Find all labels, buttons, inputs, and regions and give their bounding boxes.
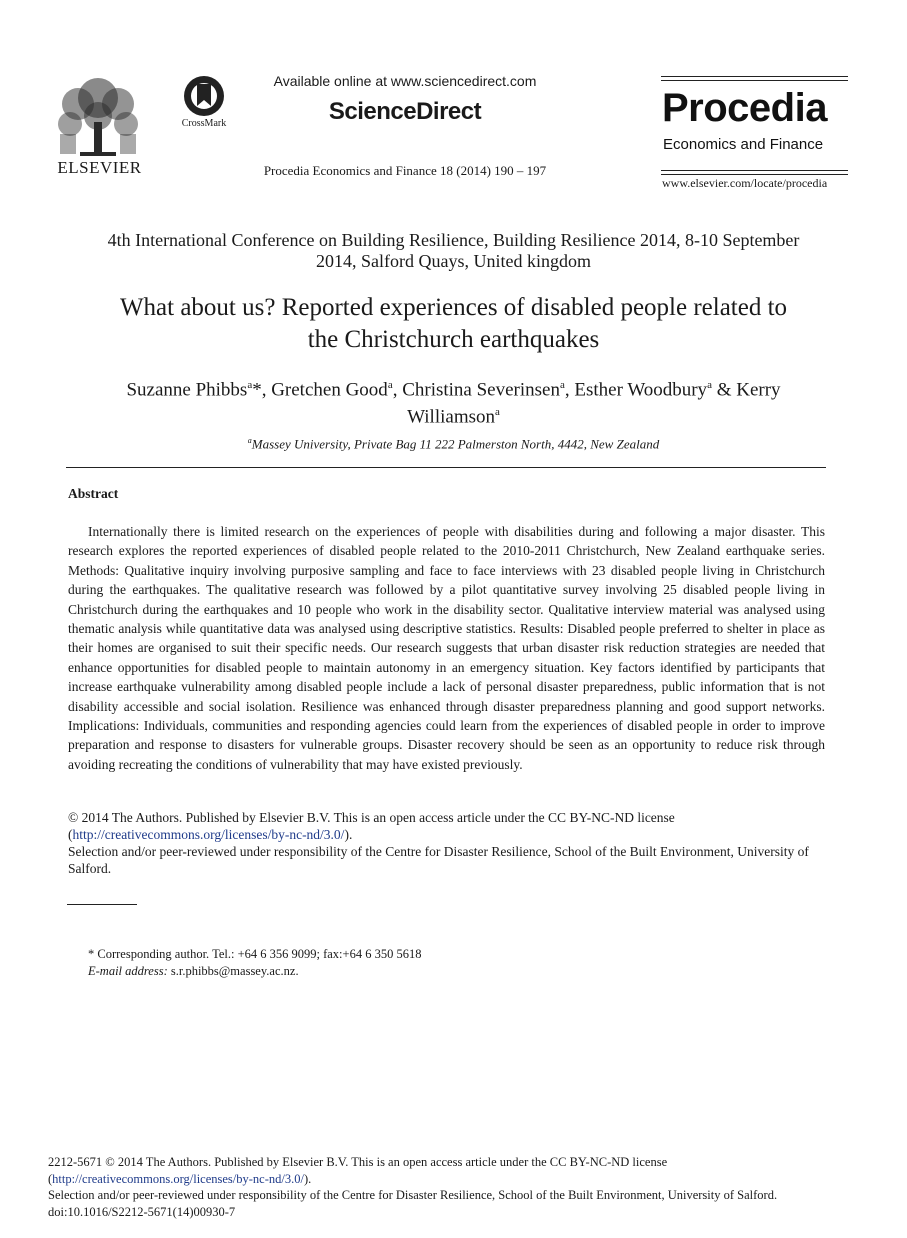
email-link[interactable]: s.r.phibbs@massey.ac.nz. (170, 964, 299, 978)
license-paren: ( (68, 827, 73, 842)
corresponding-author-footnote (88, 946, 421, 980)
abstract-heading: Abstract (68, 486, 119, 501)
abstract-body: Internationally there is limited research on the experiences of people with disabilities during and following a major disaster. This research explores the reported experiences of disabled people related to the 2010-2011 Christchurch, New Zealand earthquake series. Methods: Qualitative inquiry involving purposive sampling and face to face interviews with 23 disabled people living in Christchurch during the earthquakes. The qualitative research was followed by a pilot quantitative survey involving 25 disabled people living in Christchurch during the earthquakes and 10 people who work in the disability sector. Qualitative interview material was analysed using thematic analysis while quantitative data was analysed using descriptive statistics. Results: Disabled people preferred to shelter in place as their homes are organised to suit their specific needs. Our research suggests that urban disaster risk reduction strategies are needed that enhance opportunities for disabled people to maintain autonomy in an emergency situation. Key factors identified by participants that increase earthquake vulnerability among disabled people include a lack of personal disaster preparedness, public information that is not disability accessible and social isolation. Resilience was enhanced through disaster preparedness planning and good support networks. Implications: Individuals, communities and responding agencies could learn from the experiences of disabled people in order to improve preparation and response to disasters for vulnerable groups. Disaster recovery should be seen as an opportunity to reduce risk through avoiding recreating the conditions of vulnerability that may have existed previously. (68, 524, 825, 772)
author-name: Esther Woodbury (574, 379, 708, 401)
conference-line: 2014, Salford Quays, United kingdom (316, 251, 591, 271)
affiliation (60, 436, 847, 452)
title-line: the Christchurch earthquakes (307, 326, 600, 353)
footnote-divider (67, 904, 137, 905)
procedia-subtitle: Economics and Finance (663, 136, 824, 153)
crossmark-label: CrossMark (181, 118, 227, 129)
author-name: Christina Severinsen (402, 379, 560, 401)
footer-peer-review: Selection and/or peer-reviewed under responsibility of the Centre for Disaster Resilience, School of the Built Environment, University of Salford. (48, 1188, 778, 1203)
footer-license-link[interactable]: http://creativecommons.org/licenses/by-nc-nd/3.0/ (52, 1171, 304, 1186)
author-affiliation-mark: a (559, 379, 565, 391)
page-footer (48, 1154, 860, 1220)
corresponding-contact: * Corresponding author. Tel.: +64 6 356 9099; fax:+64 6 350 5618 (88, 947, 422, 961)
elsevier-wordmark: ELSEVIER (57, 158, 142, 177)
title-line: What about us? Reported experiences of disabled people related to (119, 294, 788, 321)
author-name: Suzanne Phibbs (126, 379, 248, 401)
procedia-bottom-rule (661, 170, 848, 171)
paper-title (60, 292, 847, 356)
procedia-bottom-rule-2 (661, 174, 848, 175)
available-online-text: Available online at www.sciencedirect.com (273, 73, 537, 89)
affiliation-mark: a (247, 436, 252, 445)
email-label: E-mail address: (88, 964, 168, 978)
author-name: Gretchen Good (271, 379, 388, 401)
author-name: Williamson (407, 406, 495, 428)
author-separator: *, (252, 379, 272, 401)
author-affiliation-mark: a (495, 406, 500, 419)
author-separator: , (564, 379, 575, 401)
author-separator: , (392, 379, 403, 401)
journal-url-link[interactable]: www.elsevier.com/locate/procedia (662, 176, 828, 190)
license-block (68, 809, 825, 877)
author-affiliation-mark: a (707, 379, 712, 391)
procedia-wordmark: Procedia (662, 86, 827, 130)
license-link[interactable]: http://creativecommons.org/licenses/by-nc-nd/3.0/ (72, 827, 345, 842)
author-affiliation-mark: a (387, 379, 393, 391)
footer-paren: ( (48, 1171, 53, 1186)
procedia-top-rule (661, 76, 848, 77)
header-divider (66, 467, 826, 468)
footer-issn-line: 2212-5671 © 2014 The Authors. Published by Elsevier B.V. This is an open access article under the CC BY-NC-ND license (48, 1155, 668, 1169)
journal-reference: Procedia Economics and Finance 18 (2014) 190 – 197 (263, 163, 547, 178)
procedia-top-rule-2 (661, 80, 848, 81)
sciencedirect-wordmark: ScienceDirect (328, 98, 482, 125)
peer-review-statement: Selection and/or peer-reviewed under responsibility of the Centre for Disaster Resilience, School of the Built Environment, University of Salford. (68, 844, 809, 876)
conference-line: 4th International Conference on Building Resilience, Building Resilience 2014, 8-10 September (107, 230, 800, 250)
conference-info (60, 230, 847, 272)
doi-link[interactable]: doi:10.1016/S2212-5671(14)00930-7 (48, 1204, 236, 1219)
license-line: © 2014 The Authors. Published by Elsevier B.V. This is an open access article under the CC BY-NC-ND license (68, 810, 675, 825)
footer-paren: ). (303, 1171, 312, 1186)
author-affiliation-mark: a (247, 379, 253, 391)
affiliation-text: Massey University, Private Bag 11 222 Palmerston North, 4442, New Zealand (251, 436, 660, 452)
author-list (60, 374, 847, 429)
author-separator: & Kerry (711, 379, 781, 401)
license-paren: ). (344, 827, 353, 842)
